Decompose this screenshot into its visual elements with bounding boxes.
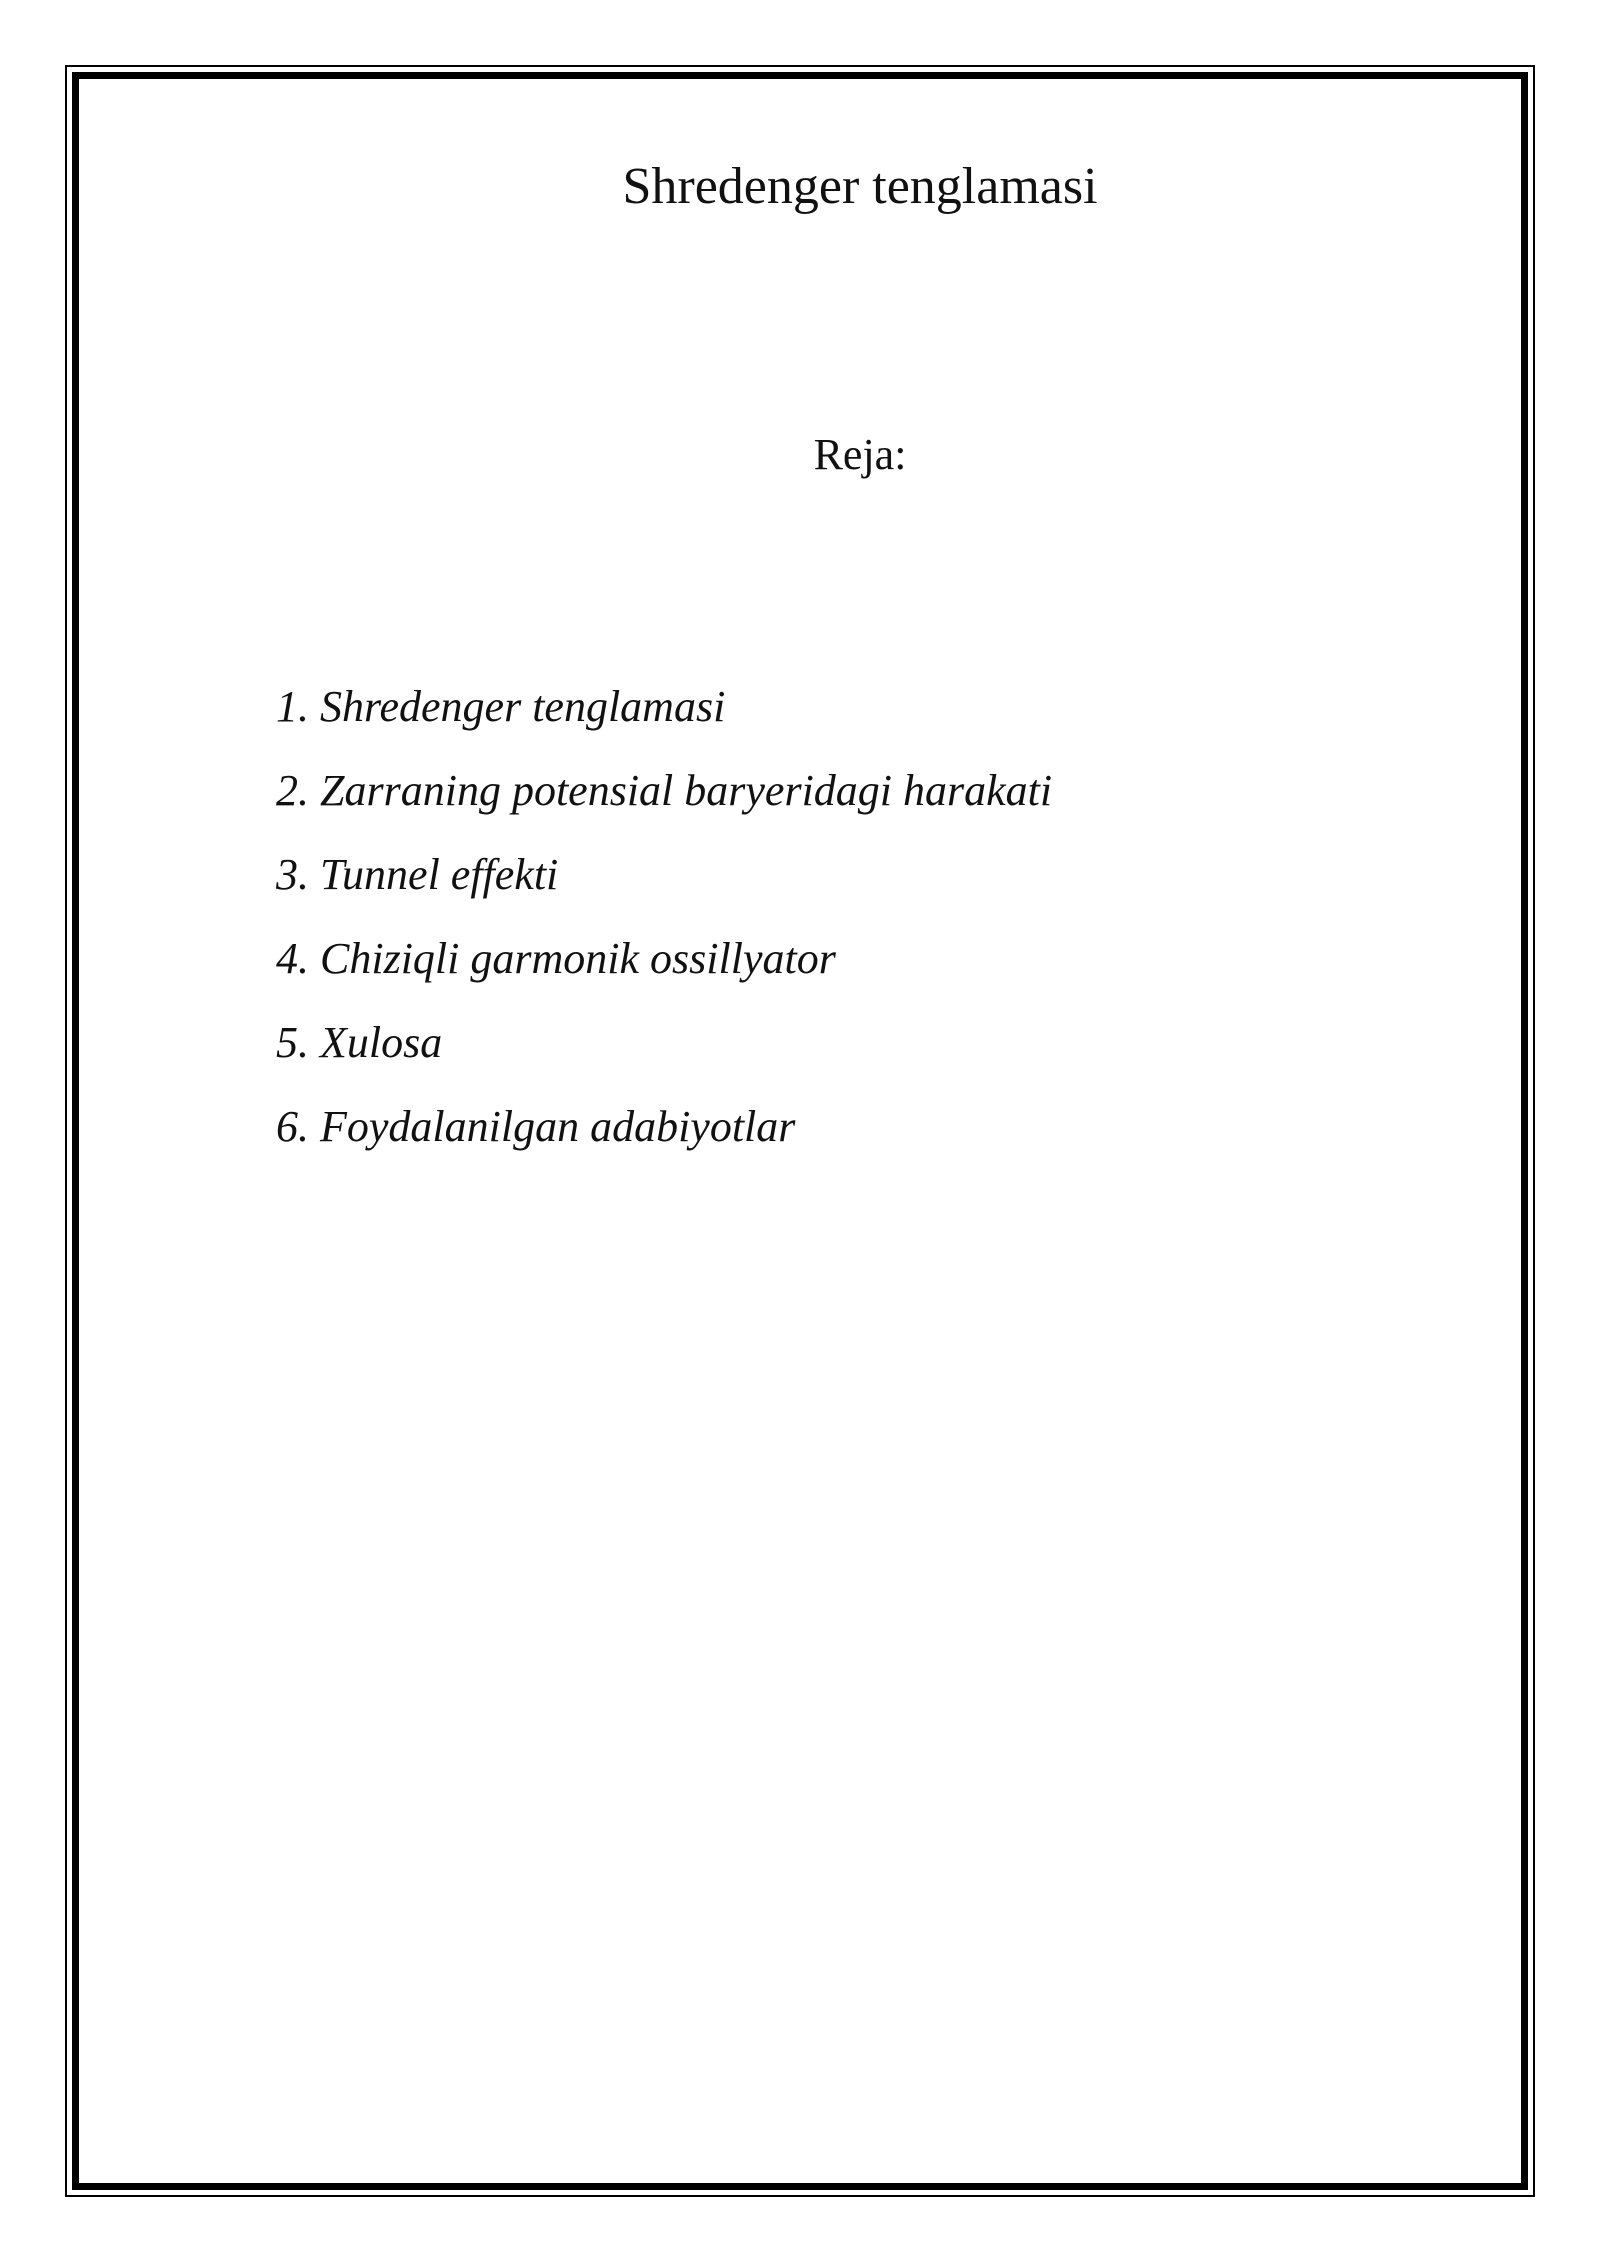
plan-item-6: 6. Foydalanilgan adabiyotlar [276, 1102, 796, 1151]
plan-list [276, 678, 1052, 1182]
plan-heading: Reja: [813, 430, 907, 479]
plan-item-4: 4. Chiziqli garmonik ossillyator [276, 934, 836, 983]
plan-item-3: 3. Tunnel effekti [276, 850, 559, 899]
plan-item-1: 1. Shredenger tenglamasi [276, 682, 726, 731]
plan-item-5: 5. Xulosa [276, 1018, 443, 1067]
plan-item-2: 2. Zarraning potensial baryeridagi harakati [276, 766, 1053, 815]
document-title: Shredenger tenglamasi [622, 158, 1098, 215]
